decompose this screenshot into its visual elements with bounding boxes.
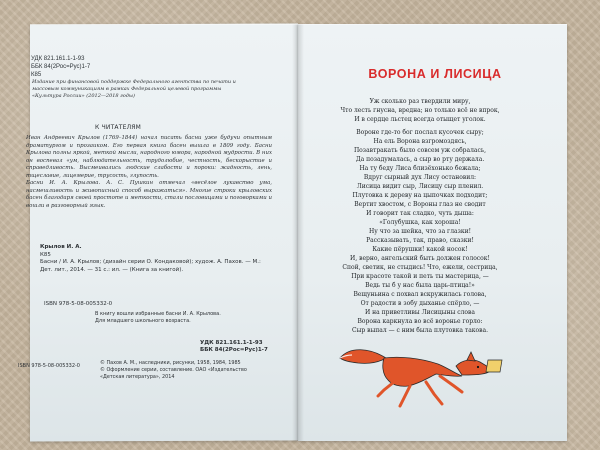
- bbk-line: ББК 84(2Рос=Рус)1-7: [31, 64, 91, 70]
- udc-codes-top: [31, 55, 121, 79]
- poem-line: Ну что за шейка, что за глазки!: [368, 228, 472, 235]
- poem-line: Что лесть гнусна, вредна; но только всё не впрок,: [340, 107, 500, 114]
- copyright-line: © Оформление серии, составление. ОАО «Издательство: [100, 366, 247, 373]
- poem-line: Позавтракать было совсем уж собралась,: [353, 147, 487, 154]
- fable-title: ВОРОНА И ЛИСИЦА: [368, 67, 502, 81]
- poem-line: Лисица видит сыр, Лисицу сыр пленил.: [356, 183, 484, 190]
- poem-line: При красоте такой и петь ты мастерица, —: [351, 273, 489, 280]
- poem-line: На ель Ворона взгромоздясь,: [373, 138, 467, 145]
- poem-line: Спой, светик, не стыдись! Что, ежели, сестрица,: [342, 264, 498, 271]
- poem-line: Вещуньина с похвал вскружилась голова,: [353, 291, 487, 298]
- annotation-line: В книгу вошли избранные басни И. А. Крылова.: [95, 311, 221, 317]
- udc-line: УДК 821.161.1-1-93: [31, 56, 85, 62]
- author-heading: Крылов И. А.: [40, 244, 82, 250]
- poem-line: На ту беду Лиса близёхонько бежала;: [359, 165, 481, 172]
- poem-line: Рассказывать, так, право, сказки!: [366, 237, 474, 244]
- bbk-line: ББК 84(2Рос=Рус)1-7: [200, 347, 268, 354]
- poem-line: И говорит так сладко, чуть дыша:: [366, 210, 474, 217]
- poem-line: Вертит хвостом, с Вороны глаз не сводит: [354, 201, 486, 208]
- poem-line: И на приветливы Лисицыны слова: [364, 309, 475, 316]
- poem-line: И в сердце льстец всегда отыщет уголок.: [354, 116, 486, 123]
- bibliographic-description: Басни / И. А. Крылов; (дизайн серии О. Кондаковой); худож. А. Пахов. — М.: Дет. лит., 2014. — 31 с.: ил. — (Книга за книгой).: [40, 259, 261, 273]
- isbn-bottom: ISBN 978-5-08-005332-0: [18, 363, 80, 369]
- k85-code: К85: [40, 251, 51, 258]
- copyright-block: [100, 360, 275, 380]
- bio-text: [26, 135, 272, 210]
- catalog-record: [40, 244, 265, 274]
- funding-note: Издание при финансовой поддержке Федерального агентства по печати и массовым коммуникациям в рамках Федеральной целевой программы «Культура России» (2012—2018 годы): [32, 79, 236, 99]
- poem-line: И, верно, ангельский быть должен голосок!: [350, 255, 490, 262]
- poem-line: Вдруг сырный дух Лису остановил:: [363, 174, 477, 181]
- poem-line: Плутовка к дереву на цыпочках подходит;: [352, 192, 488, 199]
- isbn-line: ISBN 978-5-08-005332-0: [44, 301, 113, 307]
- poem-line: Ворона каркнула во всё воронье горло:: [357, 318, 483, 325]
- copyright-line: © Пахов А. М., наследники, рисунки, 1958, 1984, 1985: [100, 360, 241, 366]
- copyright-line: «Детская литература», 2014: [100, 373, 175, 380]
- fox-illustration: [330, 330, 505, 410]
- poem-line: Уж сколько раз твердили миру,: [369, 98, 471, 105]
- fable-poem: [295, 97, 545, 335]
- udc-codes-bottom: [200, 340, 280, 354]
- poem-line: «Голубушка, как хороша!: [379, 219, 461, 226]
- udc-line: УДК 821.161.1-1-93: [200, 340, 263, 346]
- poem-line: Вороне где-то бог послал кусочек сыру;: [356, 129, 484, 136]
- poem-line: Сыр выпал — с ним была плутовка такова.: [352, 327, 488, 334]
- to-readers-heading: К ЧИТАТЕЛЯМ: [95, 124, 142, 131]
- poem-line: От радости в зобу дыханье спёрло, —: [360, 300, 480, 307]
- bio-paragraph: Басни И. А. Крылова. А. С. Пушкин отмечал «весёлое лукавство ума, насмешливость и живописный способ выражаться». Многие строки крыловских басен благодаря своей простоте и меткости, стали пословицами и поговорками и вошли в разговорный язык.: [26, 180, 272, 209]
- poem-line: Какие пёрушки! какой носок!: [372, 246, 468, 253]
- fox-icon: [330, 330, 505, 410]
- k85-line: К85: [31, 72, 42, 78]
- poem-line: Да позадумалась, а сыр во рту держала.: [355, 156, 485, 163]
- annotation: [95, 311, 285, 324]
- poem-line: Ведь ты б у нас была царь-птица!»: [365, 282, 475, 289]
- annotation-line: Для младшего школьного возраста.: [95, 317, 191, 324]
- bio-paragraph: Иван Андреевич Крылов (1769–1844) начал писать басни уже будучи опытным драматургом и прозаиком. Его первая книга басен вышла в 1809 году. Басни Крылова полны яркой, меткой мысли, народного юмора, народной мудрости. В них он воспевал «ум, наблюдательность, трудолюбие, честность, бескорыстие и справедливость. Высмеивались людские слабости и пороки: жадность, лень, тщеславие, лицемерие, трусость, глупость.: [26, 135, 272, 179]
